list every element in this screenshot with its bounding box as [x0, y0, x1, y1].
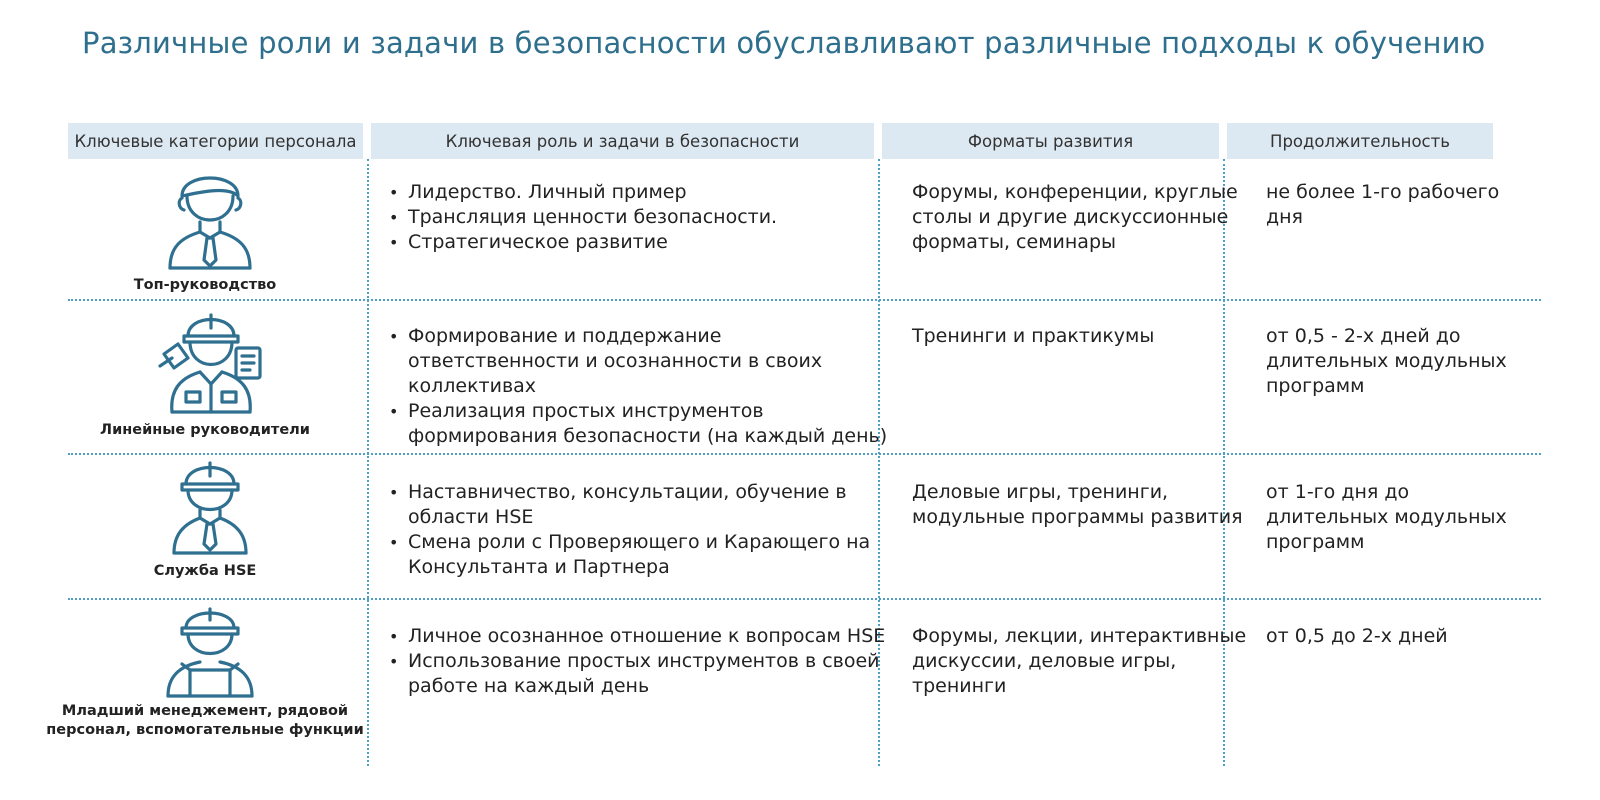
list-item: • Лидерство. Личный пример: [386, 180, 896, 205]
header-formats: Форматы развития: [882, 123, 1219, 159]
formats-text: Тренинги и практикумы: [912, 325, 1155, 347]
role-list: [386, 180, 896, 255]
list-item: • Использование простых инструментов в своей работе на каждый день: [386, 649, 896, 699]
page-title: Различные роли и задачи в безопасности обуславливают различные подходы к обучению: [82, 26, 1486, 60]
list-item: • Формирование и поддержание ответственности и осознанности в своих коллективах: [386, 324, 896, 399]
header-category: Ключевые категории персонала: [68, 123, 363, 159]
row-divider: [68, 299, 1541, 301]
category-label: Топ-руководство: [133, 277, 277, 293]
duration-text: от 0,5 до 2-х дней: [1266, 625, 1448, 647]
formats-text: Форумы, лекции, интерактивные дискуссии, деловые игры, тренинги: [912, 625, 1247, 697]
row-divider: [68, 598, 1541, 600]
role-list: [386, 324, 896, 449]
category-label: Служба HSE: [153, 563, 257, 579]
formats-text: Форумы, конференции, круглые столы и другие дискуссионные форматы, семинары: [912, 181, 1238, 253]
role-list: [386, 480, 896, 580]
list-item: • Личное осознанное отношение к вопросам HSE: [386, 624, 896, 649]
worker-in-overalls-with-hardhat-icon: [160, 604, 260, 698]
duration-text: от 1-го дня до длительных модульных программ: [1266, 481, 1507, 553]
row-divider: [68, 453, 1541, 455]
list-item: • Стратегическое развитие: [386, 230, 896, 255]
header-role: Ключевая роль и задачи в безопасности: [371, 123, 874, 159]
formats-text: Деловые игры, тренинги, модульные программы развития: [912, 481, 1243, 528]
list-item: • Трансляция ценности безопасности.: [386, 205, 896, 230]
duration-text: не более 1-го рабочего дня: [1266, 181, 1500, 228]
category-label: Линейные руководители: [100, 422, 310, 438]
duration-text: от 0,5 - 2-х дней до длительных модульных программ: [1266, 325, 1507, 397]
manager-with-tie-icon: [160, 166, 260, 271]
category-label: Младший менеджемент, рядовой персонал, вспомогательные функции: [46, 703, 364, 738]
column-divider: [367, 159, 369, 766]
foreman-with-hardhat-and-documents-icon: [150, 308, 272, 416]
list-item: • Реализация простых инструментов формирования безопасности (на каждый день): [386, 399, 896, 449]
hse-officer-with-hardhat-and-tie-icon: [168, 458, 252, 556]
list-item: • Наставничество, консультации, обучение в области HSE: [386, 480, 896, 530]
role-list: [386, 624, 896, 699]
header-duration: Продолжительность: [1227, 123, 1493, 159]
list-item: • Смена роли с Проверяющего и Карающего на Консультанта и Партнера: [386, 530, 896, 580]
